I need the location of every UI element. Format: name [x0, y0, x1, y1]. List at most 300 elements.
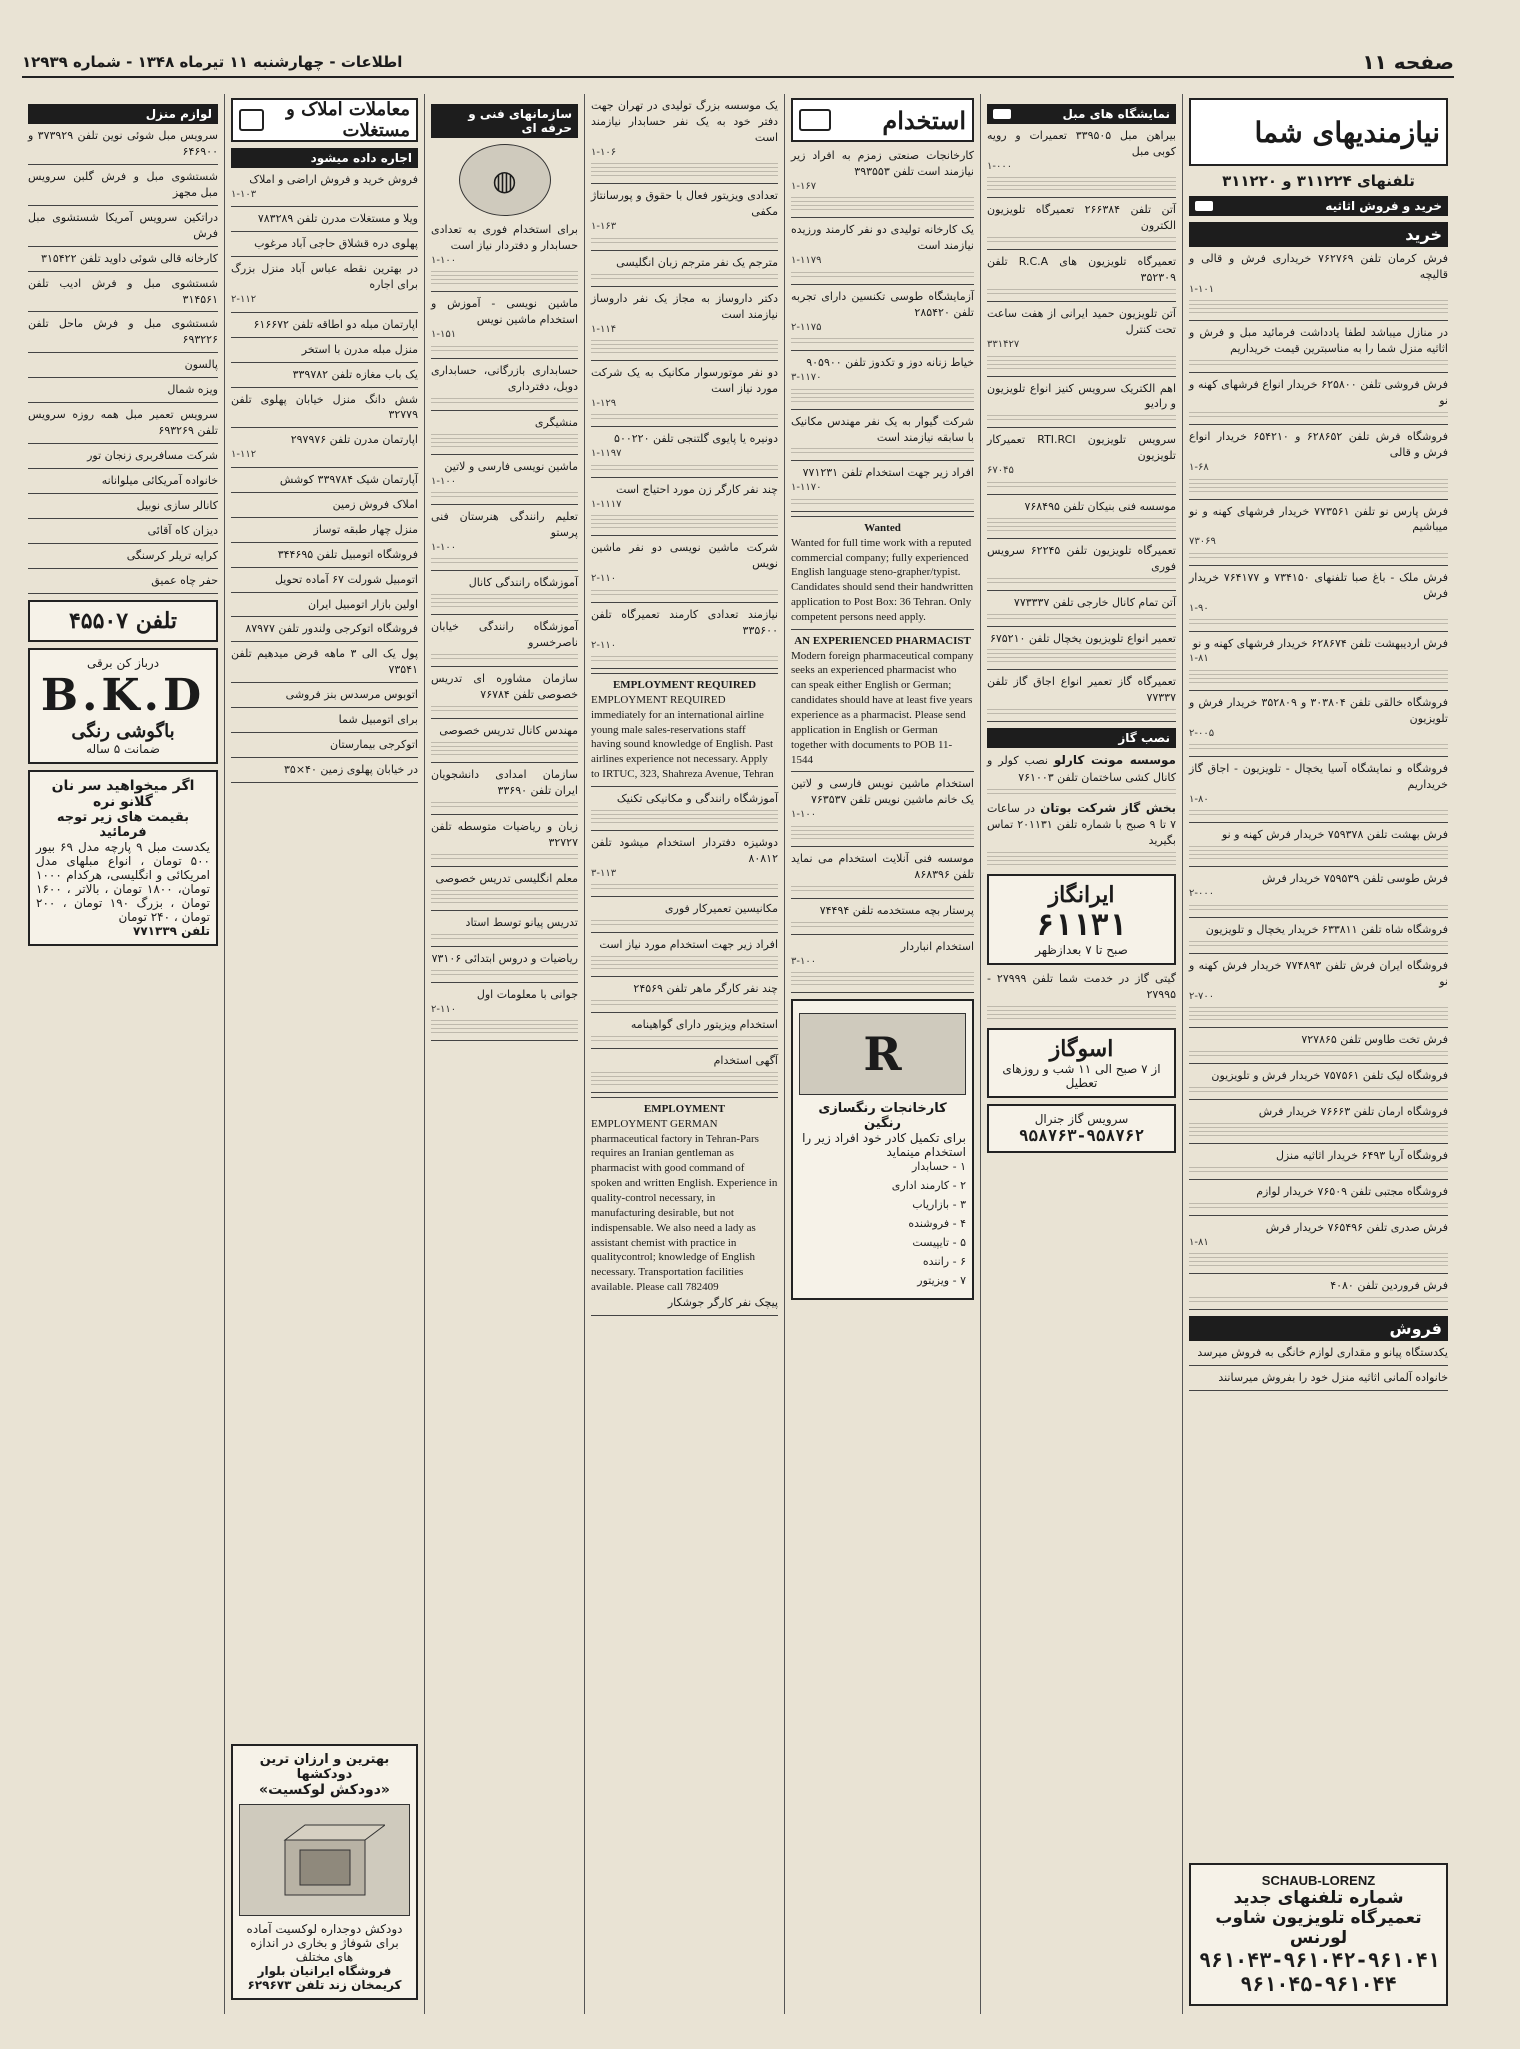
ad-code: ۳-۱۰۰	[791, 955, 817, 967]
schaub-lorenz-numbers-2: ۹۶۱۰۴۵-۹۶۱۰۴۴	[1240, 1972, 1397, 1996]
ad-divider	[591, 360, 778, 361]
ad-divider	[591, 1048, 778, 1049]
ad-divider	[1189, 1143, 1448, 1144]
classified-ad-text: شرکت گیوار به یک نفر مهندس مکانیک با سابقه نیازمند است	[791, 414, 974, 444]
ad-divider	[28, 593, 218, 594]
ad-divider	[431, 1040, 578, 1041]
classified-ad	[28, 407, 218, 439]
ad-body-lines	[1189, 553, 1448, 561]
home-services-ads-list	[28, 128, 218, 594]
ad-divider	[431, 946, 578, 947]
ad-code: ۲-۱۱۰	[591, 639, 617, 651]
chimney-block-image	[239, 1804, 410, 1916]
classified-ad-text: تعمیرگاه تلویزیون تلفن ۶۲۲۴۵ سرویس فوری	[987, 543, 1176, 573]
ad-body-lines	[591, 1036, 778, 1044]
classified-ad-text: جوانی با معلومات اول	[476, 987, 578, 1001]
ad-body-lines	[431, 271, 578, 287]
ad-divider	[231, 616, 418, 617]
classified-ad-text: آتن تمام کانال خارجی تلفن ۷۷۳۳۳۷	[1013, 595, 1176, 609]
classified-ad-text: فروشگاه ارمان تلفن ۷۶۶۶۳ خریدار فرش	[1258, 1105, 1448, 1118]
ad-body-lines	[791, 272, 974, 280]
classified-ad	[431, 987, 578, 1017]
general-gas-ad: سرویس گاز جنرال ۹۵۸۷۶۳-۹۵۸۷۶۲	[987, 1104, 1176, 1153]
classified-ad	[431, 951, 578, 967]
sell-ads-list	[1189, 1345, 1448, 1391]
section-install-gas: نصب گاز	[987, 728, 1176, 748]
ad-code: ۱-۱۱۱۷	[591, 498, 622, 510]
classified-ad	[231, 317, 418, 333]
ad-code: ۲-۷۰۰	[1189, 990, 1215, 1002]
english-wanted-ad: Wanted Wanted for full time work with a reputed commercial company; fully experienced English language steno-grapher/typist. Candidates should send their handwritten application to Post Box: 36 Tehran. Only competent persons need apply. AN EXPERIENCED PHARMACIST Modern foreign pharmaceutical company seeks an experienced pharmacist who can speak either English or German; candidates should have at least five years experience as a pharmacist. Please send application in English or German together with documents to POB 11-1544	[791, 521, 974, 766]
ad-divider	[591, 477, 778, 478]
real-estate-title: معاملات املاک و مستغلات	[231, 98, 418, 142]
classified-ad	[591, 255, 778, 271]
ad-body-lines	[987, 356, 1176, 372]
ad-body-lines	[591, 956, 778, 972]
ad-body-lines	[1189, 670, 1448, 686]
ad-divider	[987, 376, 1176, 377]
classified-ad	[987, 128, 1176, 174]
ad-code: ۱-۱۰۶	[591, 146, 617, 158]
ad-code: ۲-۰۰۵	[1189, 727, 1215, 739]
classified-ad	[431, 575, 578, 591]
classified-ad-text: فروش خرید و فروش اراضی و املاک	[249, 173, 418, 186]
employment-ads-list-2	[791, 776, 974, 993]
ad-divider	[431, 982, 578, 983]
classified-ad	[1189, 570, 1448, 616]
classified-ad	[231, 646, 418, 678]
classified-ad	[791, 939, 974, 969]
ad-code: ۲-۱۱۰	[431, 1003, 457, 1015]
classified-ad-text: یک باب مغازه تلفن ۳۳۹۷۸۲	[292, 367, 418, 381]
classified-ad-text: زبان و ریاضیات متوسطه تلفن ۳۲۷۲۷	[431, 819, 578, 849]
employment-title: استخدام	[791, 98, 974, 142]
ad-body-lines	[591, 515, 778, 531]
classified-ad-text: خانواده آمریکائی میلوانانه	[101, 474, 218, 487]
ad-divider	[987, 494, 1176, 495]
classified-ad-text: فروشگاه اتومبیل تلفن ۳۴۴۶۹۵	[277, 547, 418, 561]
classified-ad	[231, 572, 418, 588]
section-organizations: سازمانهای فنی و حرفه ای	[431, 104, 578, 138]
ad-divider	[987, 669, 1176, 670]
ad-divider	[431, 614, 578, 615]
classified-ad	[591, 540, 778, 586]
classified-ad	[28, 498, 218, 514]
classified-ad-text: پالسون	[184, 358, 218, 372]
classified-ad-text: برای اتومبیل شما	[338, 713, 418, 727]
classified-ad	[28, 473, 218, 489]
classified-ad	[28, 382, 218, 398]
classified-ad-text: یک کارخانه تولیدی دو نفر کارمند ورزیده نیازمند است	[791, 223, 974, 253]
classified-ad-text: پرستار بچه مستخدمه تلفن ۷۴۴۹۴	[819, 903, 974, 917]
classified-ad-text: فروشگاه شاه تلفن ۶۳۳۸۱۱ خریدار یخچال و تلویزیون	[1205, 922, 1448, 936]
ad-divider	[1189, 1273, 1448, 1274]
classified-ad-text: تعمیرگاه گاز تعمیر انواع اجاق گاز تلفن ۷۷۳۳۷	[987, 675, 1176, 705]
classified-ad	[28, 357, 218, 373]
section-buy: خرید	[1189, 222, 1448, 247]
classified-ad	[1189, 1370, 1448, 1386]
employment2-ads-list	[591, 98, 778, 669]
classified-ad	[1189, 636, 1448, 666]
classified-ad-text: کارخانجات صنعتی زمزم به افراد زیر نیازمند است تلفن ۳۹۳۵۵۳	[791, 149, 974, 178]
classified-ad	[231, 261, 418, 307]
ad-divider	[1189, 1027, 1448, 1028]
column-employment	[784, 94, 980, 2014]
ad-divider	[591, 668, 778, 669]
classified-ad-text: منشیگری	[534, 415, 578, 429]
classified-ad-text: تعمیرگاه تلویزیون های R.C.A تلفن ۳۵۲۳۰۹	[987, 255, 1177, 285]
classified-ad	[231, 522, 418, 538]
classified-ad-text: آپارتمان شیک ۳۳۹۷۸۴ کوشش	[279, 472, 418, 486]
ad-code: ۱-۱۶۷	[791, 180, 817, 192]
classified-ad-text: آتن تلویزیون حمید ایرانی از هفت ساعت تحت کنترل	[987, 307, 1176, 337]
classified-ad-text: افراد زیر جهت استخدام مورد نیاز است	[599, 938, 778, 952]
ad-divider	[231, 782, 418, 783]
ad-divider	[431, 666, 578, 667]
ad-divider	[28, 518, 218, 519]
ad-divider	[28, 311, 218, 312]
ad-divider	[231, 641, 418, 642]
ad-body-lines	[987, 709, 1176, 717]
classified-ad	[987, 381, 1176, 413]
ad-body-lines	[987, 289, 1176, 297]
ad-body-lines	[1189, 1253, 1448, 1269]
classified-ad	[987, 254, 1176, 286]
schaub-lorenz-logo: SCHAUB-LORENZ	[1261, 1873, 1376, 1888]
ad-divider	[231, 231, 418, 232]
ad-code: ۱-۱۱۹۷	[591, 448, 622, 460]
classified-ad	[591, 835, 778, 881]
ad-body-lines	[591, 163, 778, 179]
classified-ad	[591, 482, 778, 512]
classified-ad	[591, 901, 778, 917]
classified-ad	[28, 169, 218, 201]
ad-divider	[1189, 756, 1448, 757]
worker-icon	[799, 109, 831, 131]
classified-ad-text: املاک فروش زمین	[332, 497, 418, 511]
classified-ad-text: فروشگاه خالقی تلفن ۳۰۳۸۰۴ و ۳۵۲۸۰۹ خریدار فرش و تلویزیون	[1189, 695, 1448, 725]
luxit-chimney-ad: بهترین و ارزان ترین دودکشها «دودکش لوکسیت» دودکش دوجداره لوکسیت آماده برای شوفاژ و بخاری در اندازه های مختلف فروشگاه ایرانیان بلوار کریمخان زند تلفن ۶۲۹۶۷۳	[231, 1744, 418, 2000]
ad-code: ۱-۱۰۱	[1189, 283, 1215, 295]
ad-divider	[591, 286, 778, 287]
ad-body-lines	[791, 886, 974, 894]
ad-divider	[231, 732, 418, 733]
classified-ad-text: کرایه تریلر کرسنگی	[126, 548, 218, 562]
ad-divider	[231, 427, 418, 428]
ad-body-lines	[431, 492, 578, 500]
ad-code: ۱-۱۶۳	[591, 221, 617, 233]
classified-ad	[987, 306, 1176, 352]
classified-ad	[591, 607, 778, 653]
ad-body-lines	[1189, 905, 1448, 913]
ad-divider	[28, 271, 218, 272]
job-list-item: ۱ - حسابدار	[911, 1160, 966, 1173]
ad-body-lines	[591, 884, 778, 892]
classified-ad	[591, 98, 778, 160]
classified-ad-text: شستشوی مبل و فرش ادیب تلفن ۳۱۴۵۶۱	[28, 276, 218, 306]
classified-ad	[791, 148, 974, 194]
schaub-lorenz-sub: تعمیرگاه تلویزیون شاوب لورنس	[1215, 1908, 1422, 1948]
ad-divider	[231, 542, 418, 543]
column-employment-2	[584, 94, 784, 2014]
ad-divider	[1189, 1179, 1448, 1180]
classified-ad-text: استخدام انباردار	[900, 939, 974, 953]
classified-ad	[791, 903, 974, 919]
rangin-factory-ad: R کارخانجات رنگسازی رنگین برای تکمیل کادر خود افراد زیر را استخدام مینماید ۱ - حسابدار ۲ - کارمند اداری ۳ - بازاریاب ۴ - فروشنده ۵ - تایپیست ۶ - راننده ۷ - ویزیتور	[791, 999, 974, 1300]
classified-ad-text: آگهی استخدام	[713, 1053, 778, 1067]
classified-ad-text: پول یک الی ۳ ماهه قرض میدهیم تلفن ۷۳۵۴۱	[231, 647, 419, 677]
ad-body-lines	[987, 237, 1176, 245]
ad-divider	[791, 350, 974, 351]
classified-ad	[431, 415, 578, 431]
ad-divider	[231, 592, 418, 593]
classified-ad-text: افراد زیر جهت استخدام تلفن ۷۷۱۲۳۱	[802, 466, 974, 480]
classified-ad-text: یک موسسه بزرگ تولیدی در تهران جهت دفتر خود به یک نفر حسابدار نیازمند است	[591, 99, 778, 144]
ad-divider	[987, 427, 1176, 428]
ad-body-lines	[431, 1020, 578, 1036]
ad-code: ۱-۶۸	[1189, 462, 1209, 473]
ad-divider	[591, 535, 778, 536]
ad-body-lines	[1189, 412, 1448, 420]
classified-ad-text: آموزشگاه رانندگی کانال	[468, 576, 578, 590]
ad-divider	[987, 538, 1176, 539]
ad-code: ۲-۰۰۰	[1189, 888, 1215, 900]
classified-ad	[231, 497, 418, 513]
classified-ad	[1189, 871, 1448, 901]
classified-ad-text: پهلوی دره قشلاق حاجی آباد مرغوب	[254, 237, 418, 251]
bkd-door-opener-ad: درباز کن برقی B.K.D باگوشی رنگی ضمانت ۵ ساله	[28, 648, 218, 764]
ad-body-lines	[431, 654, 578, 662]
classified-ad-text: موسسه فنی آنلایت استخدام می نماید تلفن ۸۶۸۳۹۶	[791, 851, 974, 881]
ad-divider	[231, 707, 418, 708]
ad-divider	[591, 183, 778, 184]
ad-divider	[1189, 1063, 1448, 1064]
ad-body-lines	[791, 389, 974, 405]
column-home-services	[22, 94, 224, 2014]
ad-divider	[28, 377, 218, 378]
schaub-lorenz-numbers: ۹۶۱۰۴۳-۹۶۱۰۴۲-۹۶۱۰۴۱	[1199, 1948, 1440, 1972]
ad-code: ۳-۱۱۷۰	[791, 372, 822, 384]
newspaper-page	[22, 52, 1454, 2022]
ad-divider	[431, 358, 578, 359]
classified-ad-text: کارخانه قالی شوئی داوید تلفن ۳۱۵۴۲۲	[41, 251, 218, 265]
classified-ad	[231, 737, 418, 753]
classified-ad-text: آزمایشگاه طوسی تکنسین دارای تجربه تلفن ۲۸۵۴۲۰	[791, 289, 974, 319]
classified-ad-text: فرش ملک - باغ صبا تلفنهای ۷۳۴۱۵۰ و ۷۶۴۱۷۷ خریدار فرش	[1189, 570, 1448, 600]
ad-body-lines	[431, 706, 578, 714]
ad-divider	[431, 570, 578, 571]
ad-divider	[28, 543, 218, 544]
classified-ad-text: استخدام ماشین نویس فارسی و لاتین یک خانم ماشین نویس تلفن ۷۶۳۵۳۷	[791, 777, 974, 807]
classified-ad-text: فرش پارس نو تلفن ۷۷۳۵۶۱ خریدار فرشهای کهنه و نو میباشیم	[1189, 504, 1449, 534]
monte-carlo-ad: موسسه مونت کارلو نصب کولر و کانال کشی ساختمان تلفن ۷۶۱۰۰۳	[987, 753, 1176, 784]
ad-body-lines	[591, 590, 778, 598]
classified-ad	[791, 222, 974, 268]
ad-body-lines	[431, 742, 578, 758]
ad-body-lines	[431, 398, 578, 406]
ad-body-lines	[1189, 300, 1448, 316]
ad-body-lines	[431, 558, 578, 566]
ad-divider	[28, 568, 218, 569]
classified-ad	[431, 459, 578, 489]
ad-divider	[791, 460, 974, 461]
ad-divider	[28, 493, 218, 494]
ad-body-lines	[431, 934, 578, 942]
ad-divider	[987, 590, 1176, 591]
ad-body-lines	[791, 826, 974, 842]
ad-divider	[231, 387, 418, 388]
classified-ad	[591, 981, 778, 997]
ad-code: ۱-۱۰۰	[431, 254, 457, 266]
ad-divider	[791, 284, 974, 285]
job-list-item: ۶ - راننده	[922, 1254, 966, 1268]
german-pharma-ad: EMPLOYMENT EMPLOYMENT GERMAN pharmaceutical factory in Tehran-Pars requires an Iranian gentleman as pharmacist with good command of spoken and written English. Experience in quality-control necessary, in manufacturing desirable, but not indispensable. We also need a lady as assistant chemist with practice in qualitycontrol; knowledge of English necessary. Transportation facilities available. Please call 782409	[591, 1102, 778, 1294]
classified-ad-text: فرش کرمان تلفن ۷۶۲۷۶۹ خریداری فرش و قالی و قالیچه	[1189, 252, 1448, 281]
classified-ad-text: فرش فروردین تلفن ۴۰۸۰	[1330, 1279, 1448, 1293]
classified-ad-text: خانواده آلمانی اثاثیه منزل خود را بفروش میرسانند	[1218, 1371, 1448, 1385]
classified-ad-text: دونیره یا پایوی گلتنجی تلفن ۵۰۰۲۲۰	[614, 432, 778, 446]
section-sell: فروش	[1189, 1316, 1448, 1341]
ad-divider	[28, 402, 218, 403]
ad-divider	[791, 898, 974, 899]
classified-ad-text: شرکت ماشین نویسی دو نفر ماشین نویس	[591, 541, 778, 571]
ad-divider	[1189, 1215, 1448, 1216]
column-education	[424, 94, 584, 2014]
ad-code: ۲-۱۱۰	[591, 573, 617, 585]
ad-divider	[791, 846, 974, 847]
ad-code: ۷۳۰۶۹	[1189, 536, 1216, 548]
classified-ad-text: در منازل میباشد لطفا یادداشت فرمائید مبل و فرش و اثاثیه منزل شما را به مناسبترین قیمت خریداریم	[1189, 326, 1448, 356]
classified-ad	[431, 819, 578, 851]
service-ads-list	[987, 128, 1176, 722]
classified-ad-text: آموزشگاه رانندگی خیابان ناصرخسرو	[431, 620, 578, 650]
ad-body-lines	[431, 970, 578, 978]
real-estate-ads-list	[231, 172, 418, 783]
classified-ad-text: اپارتمان مدرن تلفن ۲۹۷۹۷۶	[290, 433, 418, 447]
ad-divider	[791, 217, 974, 218]
classified-ad-text: فروشگاه لیک تلفن ۷۵۷۵۶۱ خریدار فرش و تلویزیون	[1211, 1069, 1448, 1083]
classified-ad-text: تعدادی ویزیتور فعال با حقوق و پورسانتاژ مکفی	[591, 189, 778, 219]
ad-divider	[987, 626, 1176, 627]
classified-ad	[791, 851, 974, 883]
ad-divider	[28, 443, 218, 444]
ad-divider	[231, 256, 418, 257]
classified-ad	[1189, 695, 1448, 741]
classified-ad-text: آموزشگاه رانندگی و مکانیکی تکنیک	[616, 791, 778, 805]
ad-divider	[1189, 1309, 1448, 1310]
ad-body-lines	[1189, 1203, 1448, 1211]
ad-body-lines	[431, 434, 578, 450]
ad-body-lines	[591, 238, 778, 246]
airline-employment-ad: EMPLOYMENT REQUIRED EMPLOYMENT REQUIRED immediately for an international airline young male sales-reservations staff having sound knowledge of English. Past airlines experience not necessary. Apply to IRTUC, 323, Shahreza Avenue, Tehran	[591, 679, 774, 781]
classified-ad-text: چند نفر کارگر ماهر تلفن ۲۴۵۶۹	[633, 982, 778, 996]
globe-icon: ◍	[459, 144, 551, 216]
ad-code: ۱-۱۰۰	[791, 809, 817, 821]
classified-ad-text: ماشین نویسی فارسی و لاتین	[444, 459, 578, 473]
classified-ad	[231, 211, 418, 227]
ad-body-lines	[1189, 1007, 1448, 1023]
ad-code: ۱-۱۱۴	[591, 323, 617, 335]
classified-ad	[28, 251, 218, 267]
classified-ad	[28, 573, 218, 589]
classified-ad-text: دکتر داروساز به مجاز یک نفر داروساز نیازمند است	[591, 291, 778, 321]
classified-ad-text: سازمان مشاوره ای تدریس خصوصی تلفن ۷۶۷۸۴	[431, 672, 578, 702]
classified-ad-text: ماشین نویسی - آموزش و استخدام ماشین نویس	[431, 297, 578, 327]
ad-code: ۱-۸۱	[1189, 653, 1209, 665]
ad-divider	[1189, 565, 1448, 566]
ad-divider	[591, 1092, 778, 1093]
classified-ad	[591, 291, 778, 337]
classified-ad-text: دو نفر موتورسوار مکانیک به یک شرکت مورد نیاز است	[591, 366, 778, 395]
classified-ad-text: مترجم یک نفر مترجم زبان انگلیسی	[616, 255, 778, 269]
classified-ad	[231, 392, 418, 424]
classified-ad-text: فرش تخت طاوس تلفن ۷۲۷۸۶۵	[1301, 1033, 1448, 1047]
classified-ad-text: خیاط زنانه دوز و تکدوز تلفن ۹۰۵۹۰۰	[806, 356, 974, 370]
classified-ad-text: فرش صدری تلفن ۷۶۵۴۹۶ خریدار فرش	[1265, 1220, 1448, 1234]
ad-divider	[1189, 917, 1448, 918]
ad-body-lines	[591, 656, 778, 664]
classified-ad	[987, 674, 1176, 706]
classified-ad-text: فروشگاه فرش تلفن ۶۲۸۶۵۲ و ۶۵۴۲۱۰ خریدار انواع فرش و قالی	[1189, 430, 1448, 460]
ad-code: ۱-۱۰۰	[431, 541, 457, 553]
ad-code: ۳-۱۱۳	[591, 867, 617, 879]
classified-ad-text: فرش فروشی تلفن ۶۲۵۸۰۰ خریدار انواع فرشهای کهنه و نو	[1189, 378, 1448, 408]
classified-ad	[231, 342, 418, 358]
classified-ad-text: فروشگاه ایران فرش تلفن ۷۷۴۸۹۳ خریدار فرش کهنه و نو	[1189, 958, 1449, 988]
classified-ad-text: ریاضیات و دروس ابتدائی ۷۳۱۰۶	[431, 951, 578, 965]
employment-ads-list	[791, 148, 974, 512]
classified-ad	[28, 210, 218, 242]
classified-ad-text: منزل مبله مدرن با استخر	[301, 342, 418, 356]
classified-ad-text: تعمیر انواع تلویزیون یخچال تلفن ۶۷۵۲۱۰	[989, 631, 1176, 645]
classified-ad	[591, 937, 778, 953]
needs-phones: تلفنهای ۳۱۱۲۲۴ و ۳۱۱۲۲۰	[1222, 172, 1415, 190]
classified-ad-text: مهندس کانال تدریس خصوصی	[439, 724, 578, 738]
ad-code: ۱-۸۰	[1189, 793, 1209, 805]
classified-ad	[431, 871, 578, 887]
classified-ad	[1189, 1220, 1448, 1250]
ad-body-lines	[987, 482, 1176, 490]
ad-divider	[1189, 953, 1448, 954]
classified-ad-text: یکدستگاه پیانو و مقداری لوازم خانگی به فروش میرسد	[1197, 1346, 1448, 1360]
ad-divider	[28, 352, 218, 353]
classified-ad	[1189, 325, 1448, 357]
ad-code: ۱-۱۱۷۹	[791, 255, 822, 267]
ad-divider	[431, 504, 578, 505]
ad-divider	[987, 301, 1176, 302]
ad-divider	[987, 197, 1176, 198]
ad-body-lines	[431, 346, 578, 354]
classified-ad	[1189, 1032, 1448, 1048]
ad-divider	[231, 567, 418, 568]
ad-body-lines	[591, 414, 778, 422]
classified-ad	[591, 365, 778, 411]
sofa-icon	[993, 109, 1011, 119]
classified-ad	[431, 723, 578, 739]
section-sales: خرید و فروش اثاثیه	[1189, 196, 1448, 216]
ad-body-lines	[791, 338, 974, 346]
classified-ad	[231, 597, 418, 613]
column-real-estate	[224, 94, 424, 2014]
ad-body-lines	[591, 340, 778, 356]
ad-divider	[1189, 631, 1448, 632]
classified-ad	[591, 431, 778, 461]
ad-body-lines	[1189, 619, 1448, 627]
classified-ad-text: تعلیم رانندگی هنرستان فنی پرستو	[431, 510, 578, 539]
ad-divider	[231, 312, 418, 313]
furniture-icon	[1195, 201, 1213, 211]
ad-body-lines	[591, 465, 778, 473]
